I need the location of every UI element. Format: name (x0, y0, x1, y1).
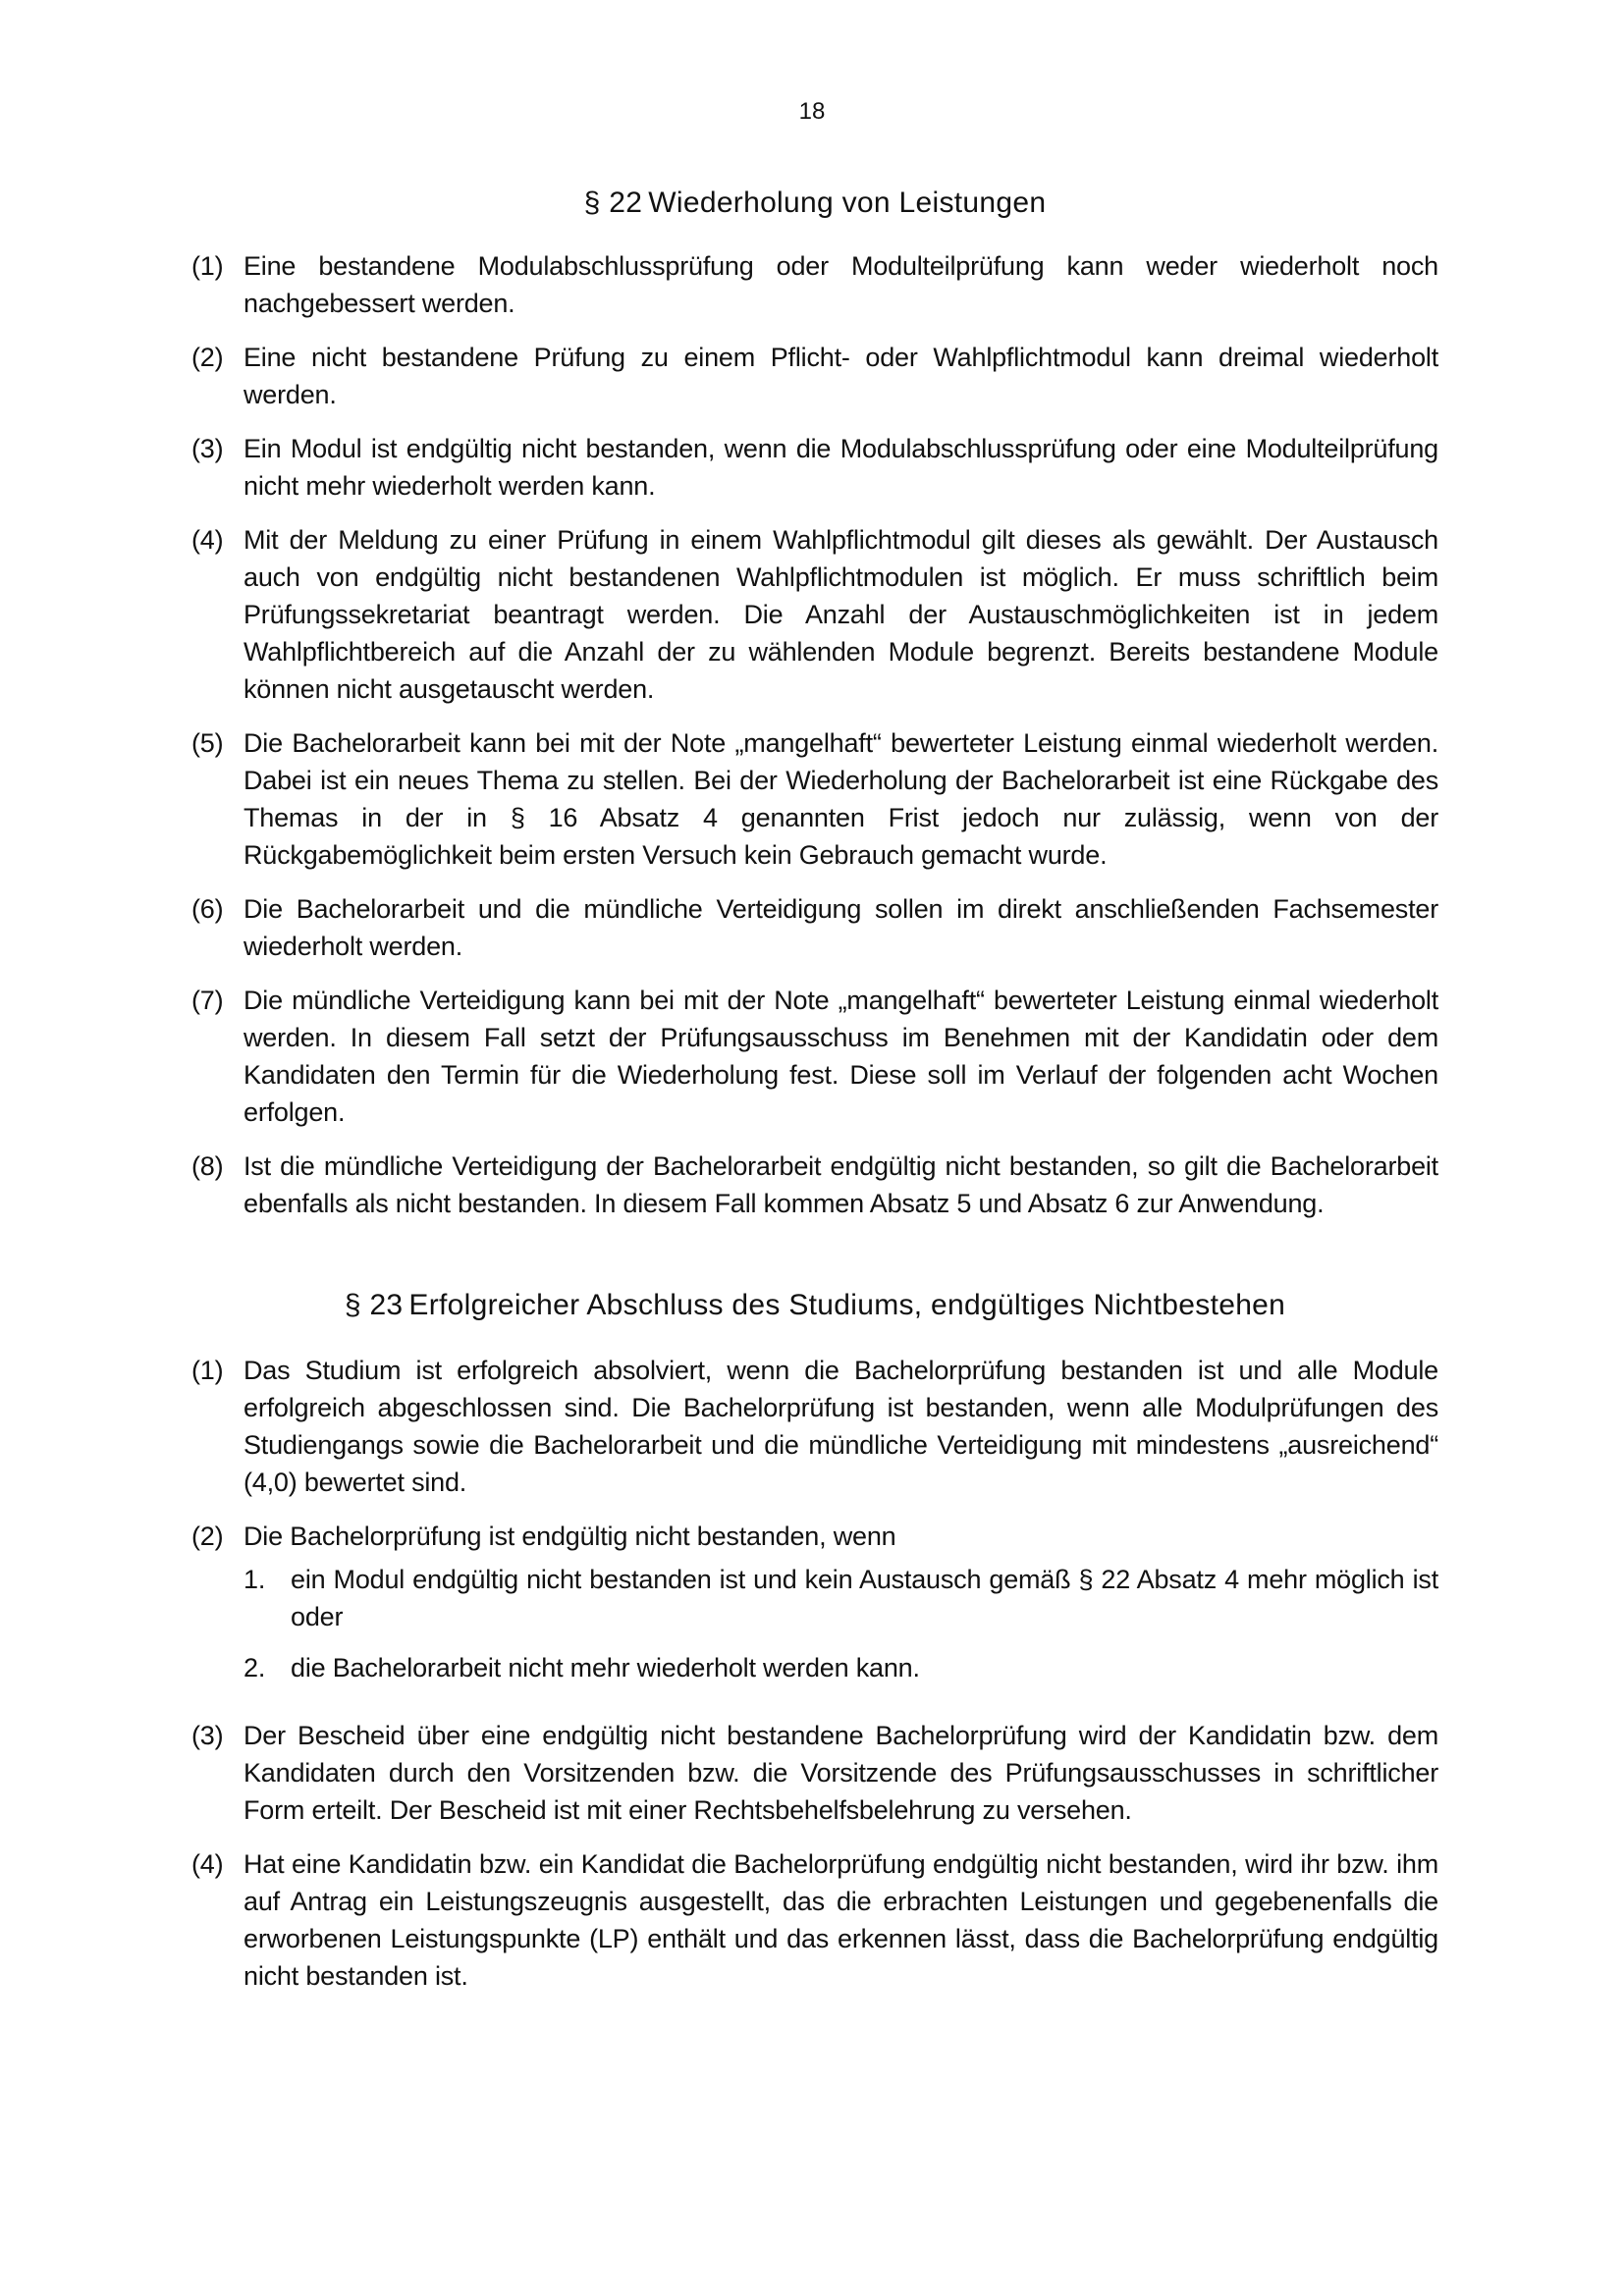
section-23-paragraph-2 (191, 1518, 1438, 1700)
section-22-paragraph-8 (191, 1148, 1438, 1222)
section-22-paragraph-4 (191, 521, 1438, 708)
list-item (244, 1561, 1438, 1635)
paragraph-text: Hat eine Kandidatin bzw. ein Kandidat die Bachelorprüfung endgültig nicht bestanden, wird ihr bzw. ihm auf Antrag ein Leistungszeugnis ausgestellt, das die erbrachten Leistungen und gegebenenfalls die erworbenen Leistungspunkte (LP) enthält und das erkennen lässt, dass die Bachelorprüfung endgültig nicht bestanden ist. (244, 1849, 1438, 1991)
paragraph-text: Mit der Meldung zu einer Prüfung in einem Wahlpflichtmodul gilt dieses als gewählt. Der Austausch auch von endgültig nicht bestandenen Wahlpflichtmodulen ist möglich. Er muss schriftlich beim Prüfungssekretariat beantragt werden. Die Anzahl der Austauschmöglichkeiten ist in jedem Wahlpflichtbereich auf die Anzahl der zu wählenden Module begrenzt. Bereits bestandene Module können nicht ausgetauscht werden. (244, 525, 1438, 704)
paragraph-text: Die Bachelorarbeit kann bei mit der Note „mangelhaft“ bewerteter Leistung einmal wiederholt werden. Dabei ist ein neues Thema zu stellen. Bei der Wiederholung der Bachelorarbeit ist eine Rückgabe des Themas in der in § 16 Absatz 4 genannten Frist jedoch nur zulässig, wenn von der Rückgabemöglichkeit beim ersten Versuch kein Gebrauch gemacht wurde. (244, 728, 1438, 870)
section-22-title: Wiederholung von Leistungen (648, 187, 1047, 219)
paragraph-number: (3) (191, 434, 224, 463)
paragraph-text: Die mündliche Verteidigung kann bei mit der Note „mangelhaft“ bewerteter Leistung einmal wiederholt werden. In diesem Fall setzt der Prüfungsausschuss im Benehmen mit der Kandidatin oder dem Kandidaten den Termin für die Wiederholung fest. Diese soll im Verlauf der folgenden acht Wochen erfolgen. (244, 986, 1438, 1127)
list-item-text: die Bachelorarbeit nicht mehr wiederholt werden kann. (291, 1653, 920, 1682)
paragraph-body (244, 1518, 1438, 1700)
list-item-text: ein Modul endgültig nicht bestanden ist und kein Austausch gemäß § 22 Absatz 4 mehr möglich ist oder (291, 1565, 1438, 1631)
paragraph-text: Die Bachelorprüfung ist endgültig nicht bestanden, wenn (244, 1522, 896, 1551)
paragraph-number: (2) (191, 1522, 224, 1551)
section-22-paragraph-7 (191, 982, 1438, 1131)
section-22-paragraph-3 (191, 430, 1438, 505)
section-23-paragraph-1 (191, 1352, 1438, 1501)
section-22-paragraph-6 (191, 890, 1438, 965)
paragraph-number: (8) (191, 1151, 224, 1181)
paragraph-number: (7) (191, 986, 224, 1015)
paragraph-number: (1) (191, 251, 224, 281)
paragraph-text: Ist die mündliche Verteidigung der Bachelorarbeit endgültig nicht bestanden, so gilt die Bachelorarbeit ebenfalls als nicht bestanden. In diesem Fall kommen Absatz 5 und Absatz 6 zur Anwendung. (244, 1151, 1438, 1218)
paragraph-text: Die Bachelorarbeit und die mündliche Verteidigung sollen im direkt anschließenden Fachsemester wiederholt werden. (244, 894, 1438, 961)
condition-list (244, 1561, 1438, 1686)
paragraph-text: Eine nicht bestandene Prüfung zu einem Pflicht- oder Wahlpflichtmodul kann dreimal wiederholt werden. (244, 343, 1438, 409)
section-23-paragraph-3 (191, 1717, 1438, 1829)
paragraph-number: (4) (191, 1849, 224, 1879)
paragraph-text: Der Bescheid über eine endgültig nicht bestandene Bachelorprüfung wird der Kandidatin bzw. dem Kandidaten durch den Vorsitzenden bzw. die Vorsitzende des Prüfungsausschusses in schriftlicher Form erteilt. Der Bescheid ist mit einer Rechtsbehelfsbelehrung zu versehen. (244, 1721, 1438, 1825)
list-item (244, 1649, 1438, 1686)
section-22-paragraph-1 (191, 247, 1438, 322)
list-item-number: 1. (244, 1565, 266, 1594)
section-23-paragraph-4 (191, 1845, 1438, 1995)
paragraph-number: (2) (191, 343, 224, 372)
paragraph-number: (4) (191, 525, 224, 555)
section-22-heading (191, 187, 1438, 220)
list-item-number: 2. (244, 1653, 266, 1682)
paragraph-number: (1) (191, 1356, 224, 1385)
section-23-symbol: § 23 (344, 1289, 404, 1321)
section-23-title: Erfolgreicher Abschluss des Studiums, endgültiges Nichtbestehen (408, 1289, 1286, 1321)
paragraph-number: (3) (191, 1721, 224, 1750)
section-22-paragraphs (191, 247, 1438, 1222)
paragraph-number: (5) (191, 728, 224, 758)
section-22-paragraph-5 (191, 724, 1438, 874)
document-body (191, 187, 1438, 2011)
section-22-paragraph-2 (191, 339, 1438, 413)
paragraph-text: Das Studium ist erfolgreich absolviert, wenn die Bachelorprüfung bestanden ist und alle Module erfolgreich abgeschlossen sind. Die Bachelorprüfung ist bestanden, wenn alle Modulprüfungen des Studiengangs sowie die Bachelorarbeit und die mündliche Verteidigung mit mindestens „ausreichend“ (4,0) bewertet sind. (244, 1356, 1438, 1497)
section-23-heading (191, 1289, 1438, 1322)
page-number: 18 (798, 98, 826, 125)
section-23-paragraphs (191, 1352, 1438, 1995)
section-22-symbol: § 22 (583, 187, 643, 219)
paragraph-number: (6) (191, 894, 224, 924)
paragraph-text: Eine bestandene Modulabschlussprüfung oder Modulteilprüfung kann weder wiederholt noch nachgebessert werden. (244, 251, 1438, 318)
paragraph-text: Ein Modul ist endgültig nicht bestanden, wenn die Modulabschlussprüfung oder eine Modulteilprüfung nicht mehr wiederholt werden kann. (244, 434, 1438, 501)
